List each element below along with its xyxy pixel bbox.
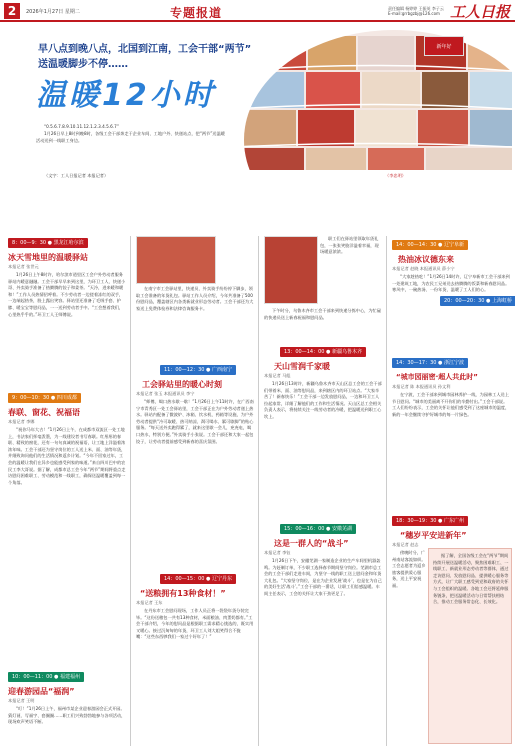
story-byline-dandong: 本报记者 王东 — [136, 600, 163, 605]
email-line: E-mail:grrbgzbj@126.com — [388, 11, 440, 16]
story-byline-guangzhou: 本报记者 赵志 — [392, 542, 419, 547]
story-byline-fuxin: 本报记者 赵晓 本报通讯员 薛小宁 — [392, 266, 455, 271]
story-byline-ningbo: 本报记者 陈 本报通讯员 孙文利 — [392, 384, 451, 389]
photo-col3-left — [264, 236, 318, 304]
story-byline-wuhu: 本报记者 李钰 — [264, 550, 291, 555]
story-byline-urumqi: 本报记者 马彪 — [264, 373, 291, 378]
sidebar-box-text: 据了解，全国各级工会在“两节”期间持续开展送温暖活动，聚焦困难职工、一线职工、新就业形态劳动者等群体，通过走访慰问、发放慰问品、提供暖心服务等方式，让广大职工感受到党和政府的关怀与工会组织的温暖。各地工会还将延伸服务链条，把送温暖活动与日常帮扶相结合，推动工会服务常态化、长效化。 — [433, 553, 509, 605]
story-body-nanning: “师傅，喝口热水歇一歇！”1月26日上午11时许，在广西南宁市青秀区一处工会驿站里，工会干部正在为户外劳动者递上热水。驿站内配备了微波炉、冰箱、饮水机、药箱等设施，为户外劳动者提供“冷可取暖、热可纳凉、渴可喝水、累可歇脚”的贴心服务。“每天送外卖跑得累了，就来这里歇一会儿，充充电，喝口热水，特别方便。”外卖骑手小张说。工会干部还和大家一起包饺子，让劳动者提前感受到新春的喜庆氛围。 — [136, 399, 254, 444]
story-body-guangzhou: 傍晚时分，广州南站客流如织。工会志愿者为返乡旅客提供爱心服务，送上平安祝福。 — [392, 550, 426, 588]
story-tag-urumqi: 13：00—14：00 ● 新疆乌鲁木齐 — [280, 347, 366, 357]
story-body-ningbo: 在宁波，工会干部来到城市园林养护一线，为园林工人送上节日慰问。“城市的美丽离不开你们的辛勤付出。”工会干部说。工人们纷纷表示，工会的关怀让他们感受到了这座城市的温度，新的一年会继续守护好城市的每一片绿色。 — [392, 392, 510, 417]
subtitle-2: 送温暖脚步不停…… — [38, 59, 128, 70]
story-tag-ningbo: 14：30—17：30 ● 浙江宁波 — [392, 358, 468, 368]
story-tag-dandong: 14：00—15：00 ● 辽宁丹东 — [160, 574, 236, 584]
story-body-urumqi: 1月26日13时许，新疆乌鲁木齐市天山区总工会的工会干部们带着米、面、油等慰问品，来到辖区内的环卫站点。“大家辛苦了！新春快乐！”工会干部一边发放慰问品，一边和环卫工人拉起家常，详细了解他们的工作和生活情况。天山区总工会相关负责人表示，将持续关注一线劳动者的冷暖，把温暖送到职工心坎上。 — [264, 381, 382, 419]
story-headline-ningbo: “城市园丽密·超人共此时” — [396, 373, 478, 381]
date-line: 2026年1月27日 星期二 — [26, 9, 80, 15]
sidebar-box — [428, 548, 512, 744]
story-headline-guangzhou: “穗岁平安进新年” — [400, 531, 467, 540]
story-byline-chengdu: 本报记者 李娜 — [8, 419, 35, 424]
section-title: 专题报道 — [170, 6, 223, 20]
story-tag-fuxin: 14：00—14：30 ● 辽宁阜新 — [392, 240, 468, 250]
story-body-fuxin: “大家趁热吃！”1月26日14时许，辽宁阜新市工会干部来到一处建筑工地，为农民工兄弟送去热腾腾的饭菜和新春慰问品。寒风中，一碗热汤、一份年货，温暖了工人们的心。 — [392, 274, 510, 293]
story-tag-chengdu: 9：00—10：30 ● 四川成都 — [8, 393, 81, 403]
story-body-col3-top: 职工们在驿站里领取年货礼包，一张张笑脸洋溢着幸福，现场暖意浓浓。 — [320, 236, 379, 255]
story-headline-nanning: 工会驿站里的暖心时刻 — [142, 380, 222, 389]
column-rule-1 — [130, 236, 131, 746]
story-tag-shanghai: 20：00—20：30 ● 上海虹桥 — [440, 296, 515, 306]
story-headline-harbin: 冰天雪地里的温暖驿站 — [8, 253, 88, 262]
banner-photo: 新年好 — [424, 36, 464, 56]
story-body-col2-top: 在南宁市工会驿站里，快递员、外卖骑手纷纷停下脚步，领取工会准备的年货礼包。驿站工作人员介绍，今年共准备了500份慰问品，覆盖辖区内各类新就业形态劳动者。工会干部还为大家送上免费体检券和法律咨询服务卡。 — [136, 286, 254, 311]
story-tag-nanning: 11：00—12：30 ● 广西南宁 — [160, 365, 236, 375]
intro-text — [36, 123, 226, 144]
story-headline-urumqi: 天山雪润千家暖 — [274, 362, 330, 371]
story-tag-wuhu: 15：00—16：00 ● 安徽芜湖 — [280, 524, 356, 534]
story-headline-fuzhou: 迎春游园品“福润” — [8, 687, 75, 696]
intro-credit — [36, 172, 406, 179]
photo-col2-top — [136, 236, 216, 284]
subtitle-1: 早八点到晚八点，北国到江南，工会干部“两节” — [38, 44, 252, 55]
story-headline-dandong: “送粮拥有13种食材！” — [140, 589, 226, 598]
story-body-col3-mid: 下午时分，乌鲁木齐市工会干部来到快递分拣中心，为忙碌的快递员送上新春祝福和慰问品。 — [264, 308, 381, 320]
page-number: 2 — [4, 3, 20, 19]
story-headline-wuhu: 这是一群人的“战斗” — [274, 539, 349, 548]
story-body-dandong: 在丹东市工会慰问现场，工作人员正将一袋袋年货分装完毕。“这份送粮包一共有13种食材，米面粮油、肉蛋奶都有。”工会干部介绍，今年的慰问品是根据职工需求精心挑选的，既实用又暖心。接过沉甸甸的年货，环卫工人刘大姐笑得合不拢嘴：“这些东西够我们一家过个好年了！” — [136, 608, 254, 640]
story-tag-fuzhou: 10：00—11：00 ● 福建福州 — [8, 672, 84, 682]
column-rule-2 — [258, 236, 259, 746]
intro-credit-text: （文字：工人日报记者 本报记者） — [44, 173, 109, 178]
intro-line-2: 1月26日早上8时到晚8时，各级工会干部奔走于企业车间、工地户外、快递站点，把“两节”送温暖活动送到一线职工身边。 — [36, 131, 225, 143]
column-rule-3 — [386, 236, 387, 746]
story-byline-harbin: 本报记者 张世元 — [8, 264, 39, 269]
page-header — [0, 0, 515, 22]
editor-line: 责任编辑 杨婷婷 王振英 李子云 — [388, 6, 444, 11]
story-byline-fuzhou: 本报记者 王明 — [8, 698, 35, 703]
story-byline-nanning: 本报记者 张玉 本报通讯员 李宁 — [136, 391, 195, 396]
newspaper-logo: 工人日报 — [450, 3, 511, 21]
story-body-fuzhou: “叮！”1月26日上午，福州市某企业迎春游园会正式开园。猜灯谜、写福字、套圈圈……职工们兴致勃勃地参与各项活动，现场欢声笑语不断。 — [8, 706, 126, 725]
photo-globe-collage — [234, 30, 512, 170]
story-headline-fuxin: 热油冰议德东来 — [398, 255, 454, 264]
story-body-harbin: 1月26日上午8时许，哈尔滨市道里区工会户外劳动者服务驿站内暖意融融。工会干部早早来到这里，为环卫工人、快递小哥、外卖骑手准备了热腾腾的饺子和姜茶。“天冷，进来暖和暖和！”工作人员热情招呼着。不少劳动者一边搓着冻红的双手，一边端起热茶，脸上露出笑容。驿站里还准备了毛绒手套、护膝、暖宝宝等慰问品，一一送到劳动者手中。“工会想着我们，心里热乎乎的。”环卫工人王师傅说。 — [8, 272, 126, 317]
story-body-wuhu: 1月26日下午，安徽芜湖一家制造企业的生产车间里机器轰鸣。为赶制订单，不少职工选择春节期间坚守岗位。芜湖市总工会的工会干部们走进车间，为坚守一线的职工送上慰问金和年货大礼包。“大家坚守岗位，是在为企业发展‘战斗’，也是在为自己的美好生活‘战斗’。”工会干部的一番话，让职工们倍感温暖。车间主任表示，工会的关怀让大家干劲更足了。 — [264, 558, 382, 596]
story-headline-chengdu: 春联、窗花、祝福语 — [8, 408, 80, 417]
globe-svg — [234, 30, 512, 170]
story-tag-harbin: 8：00—9：30 ● 黑龙江哈尔滨 — [8, 238, 88, 248]
intro-author: （李忠明） — [385, 173, 406, 178]
story-tag-guangzhou: 18：30—19：30 ● 广东广州 — [392, 516, 468, 526]
story-body-chengdu: “祝你马年大吉！”1月26日上午，在成都市双流区一处工地上，书法家们挥毫泼墨，为一线建设者书写春联。红彤彤的春联、精致的窗花，还有一句句真诚的祝福语，让工地上洋溢着浓浓年味。工会干部还为坚守岗位的工人送上米、面、油等年货，并细致询问他们的生活情况和返乡计划。“今年不回家过年，工会的温暖让我们在异乡也能感受到家的味道。”来自四川巴中的农民工李大哥说。据了解，成都市总工会今年“两节”期间将重点走访慰问困难职工、劳动模范和一线职工，确保送温暖覆盖到每一个角落。 — [8, 427, 126, 485]
intro-line-1: “0.5.6.7.8.9.10.11.12.1.2.3.4.5.6.7” — [44, 124, 119, 129]
feature-title: 温暖12小时 — [36, 78, 216, 113]
editor-info — [388, 6, 448, 16]
